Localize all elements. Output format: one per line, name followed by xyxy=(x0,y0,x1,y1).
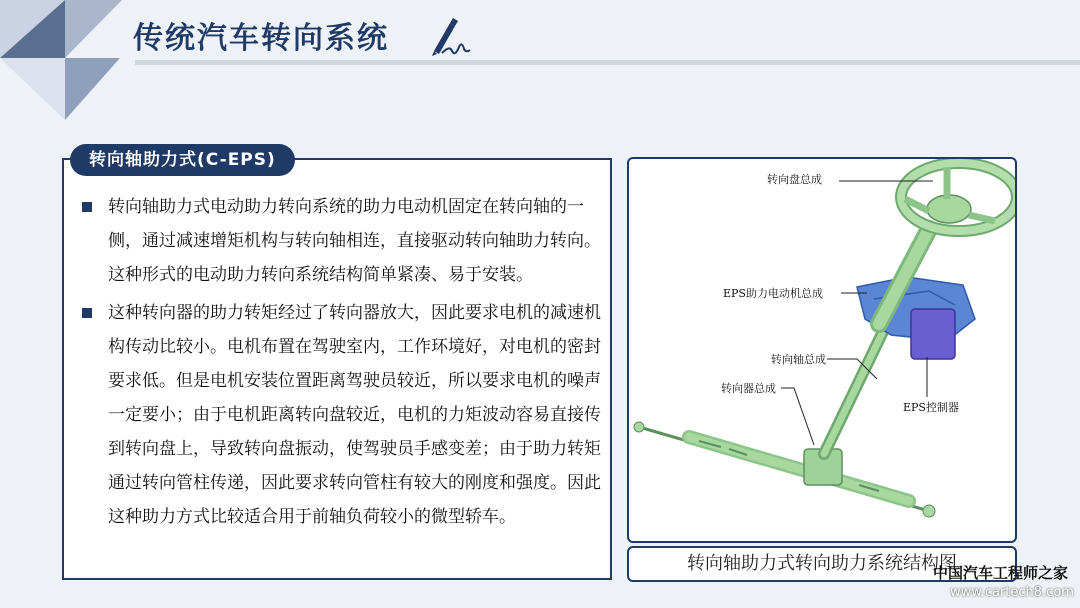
steering-system-diagram xyxy=(629,159,1015,541)
steering-gear-assembly xyxy=(634,422,935,517)
steering-shaft-assembly xyxy=(824,319,889,454)
bullet-square-icon xyxy=(82,308,92,318)
bullet-text: 这种转向器的助力转矩经过了转向器放大，因此要求电机的减速机构传动比较小。电机布置在驾驶室内，工作环境好，对电机的密封要求低。但是电机安装位置距离驾驶员较近，所以要求电机的噪声一定要小；由于电机距离转向盘较近，电机的力矩波动容易直接传到转向盘上，导致转向盘振动，使驾驶员手感变差；由于助力转矩通过转向管柱传递，因此要求转向管柱有较大的刚度和强度。因此这种助力方式比较适合用于前轴负荷较小的微型轿车。 xyxy=(108,303,601,527)
bullet-item xyxy=(82,190,602,292)
label-eps-controller: EPS控制器 xyxy=(903,401,959,414)
watermark-title: 中国汽车工程师之家 xyxy=(933,564,1069,582)
eps-controller xyxy=(911,309,955,359)
section-tab: 转向轴助力式(C-EPS) xyxy=(70,144,295,176)
watermark-url: www.cartech8.com xyxy=(950,585,1074,600)
steering-wheel-assembly xyxy=(901,163,1015,231)
bullet-square-icon xyxy=(82,202,92,212)
label-steering-gear: 转向器总成 xyxy=(721,382,776,395)
label-steering-shaft: 转向轴总成 xyxy=(771,353,826,366)
corner-decoration xyxy=(0,0,130,125)
bullet-item xyxy=(82,296,602,534)
title-rule xyxy=(135,60,1080,65)
figure-caption: 转向轴助力式转向助力系统结构图 xyxy=(627,546,1017,582)
label-steering-wheel: 转向盘总成 xyxy=(767,173,822,186)
bullet-list xyxy=(82,190,602,534)
pen-icon xyxy=(428,17,472,57)
bullet-text: 转向轴助力式电动助力转向系统的助力电动机固定在转向轴的一侧，通过减速增矩机构与转向轴相连，直接驱动转向轴助力转向。这种形式的电动助力转向系统结构简单紧凑、易于安装。 xyxy=(108,197,601,285)
label-eps-motor: EPS助力电动机总成 xyxy=(723,287,823,300)
page-title: 传统汽车转向系统 xyxy=(133,21,389,56)
